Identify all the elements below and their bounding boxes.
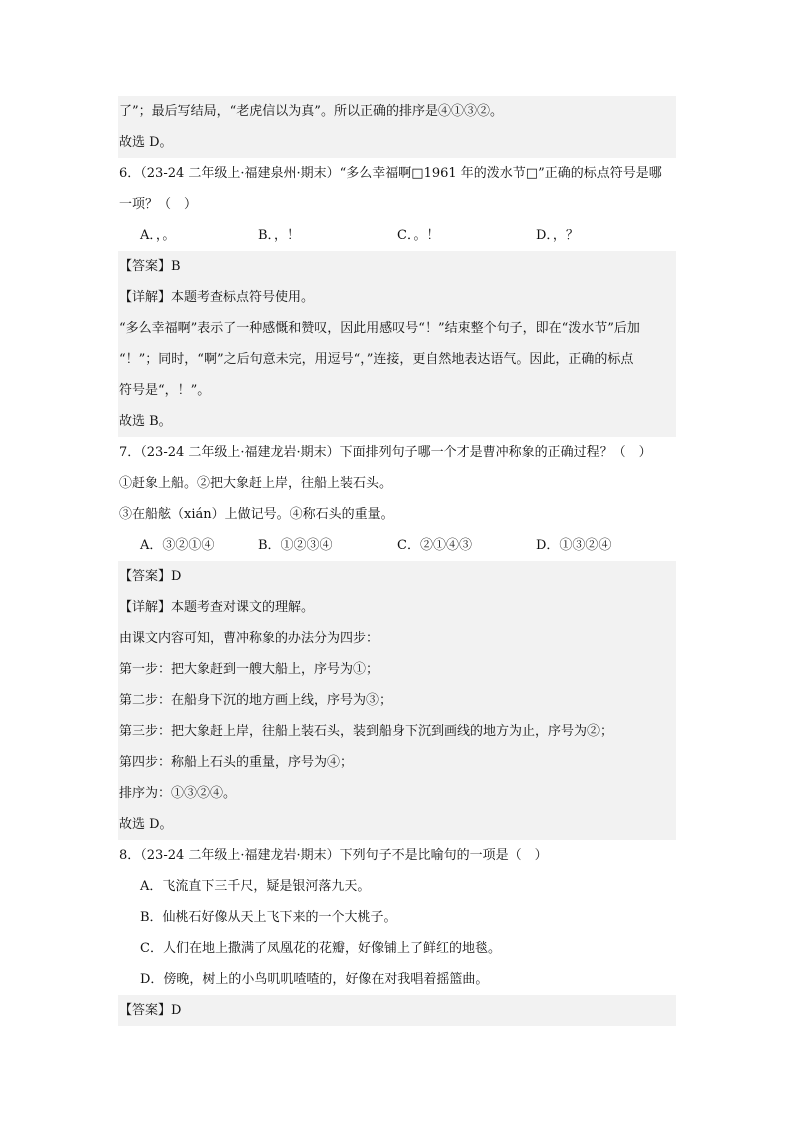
option-c: C．②①④③ [397,538,472,553]
text-line: 了”；最后写结局，“老虎信以为真”。所以正确的排序是④①③②。 [118,96,676,127]
option-d: D．傍晚，树上的小鸟叽叽喳喳的，好像在对我唱着摇篮曲。 [140,972,489,987]
question-7-options [118,530,676,561]
detail-7-line: 由课文内容可知，曹冲称象的办法分为四步： [118,623,676,654]
detail-6-line: “！”；同时，“啊”之后句意未完，用逗号“，”连接，更自然地表达语气。因此，正确的标点 [118,344,676,375]
option-c: C．。！ [397,228,440,243]
detail-7-line: 第三步：把大象赶上岸，往船上装石头，装到船身下沉到画线的地方为止，序号为②； [118,716,676,747]
detail-7-line: 故选 D。 [118,809,676,840]
question-7-stem: 7．（23-24 二年级上·福建龙岩·期末）下面排列句子哪一个才是曹冲称象的正确过程？（ ） [119,445,652,460]
detail-6-line: 【详解】本题考查标点符号使用。 [118,282,676,313]
text-line: 故选 D。 [118,127,676,158]
option-d: D．①③②④ [536,538,612,553]
detail-7-line: 第二步：在船身下沉的地方画上线，序号为③； [118,685,676,716]
question-8-stem: 8．（23-24 二年级上·福建龙岩·期末）下列句子不是比喻句的一项是（ ） [119,848,548,863]
question-7-sentence: ①赶象上船。②把大象赶上岸，往船上装石头。 [119,476,393,491]
option-a: A．③②①④ [140,538,215,553]
option-b: B．①②③④ [258,538,333,553]
option-a: A．飞流直下三千尺，疑是银河落九天。 [140,879,371,894]
detail-7-line: 第四步：称船上石头的重量，序号为④； [118,747,676,778]
detail-7-line: 第一步：把大象赶到一艘大船上，序号为①； [118,654,676,685]
detail-6-line: 故选 B。 [118,406,676,437]
question-6-options [118,220,676,251]
question-7-sentence: ③在船舷（xián）上做记号。④称石头的重量。 [119,507,394,522]
answer-6: 【答案】B [118,251,676,282]
document-page [118,96,676,1026]
option-b: B．仙桃石好像从天上飞下来的一个大桃子。 [140,910,397,925]
option-c: C．人们在地上撒满了凤凰花的花瓣，好像铺上了鲜红的地毯。 [140,941,501,956]
answer-8: 【答案】D [118,995,676,1026]
option-a: A．，。 [140,228,176,243]
detail-6-line: 符号是“，！”。 [118,375,676,406]
answer-7: 【答案】D [118,561,676,592]
detail-6-line: “多么幸福啊”表示了一种感慨和赞叹，因此用感叹号“！”结束整个句子，即在“泼水节”后加 [118,313,676,344]
question-6-stem-cont: 一项？（ ） [119,197,198,212]
detail-7-line: 【详解】本题考查对课文的理解。 [118,592,676,623]
option-b: B．，！ [258,228,301,243]
detail-7-line: 排序为：①③②④。 [118,778,676,809]
option-d: D．，？ [536,228,579,243]
question-6-stem: 6．（23-24 二年级上·福建泉州·期末）“多么幸福啊□1961 年的泼水节□”正确的标点符号是哪 [119,166,662,181]
